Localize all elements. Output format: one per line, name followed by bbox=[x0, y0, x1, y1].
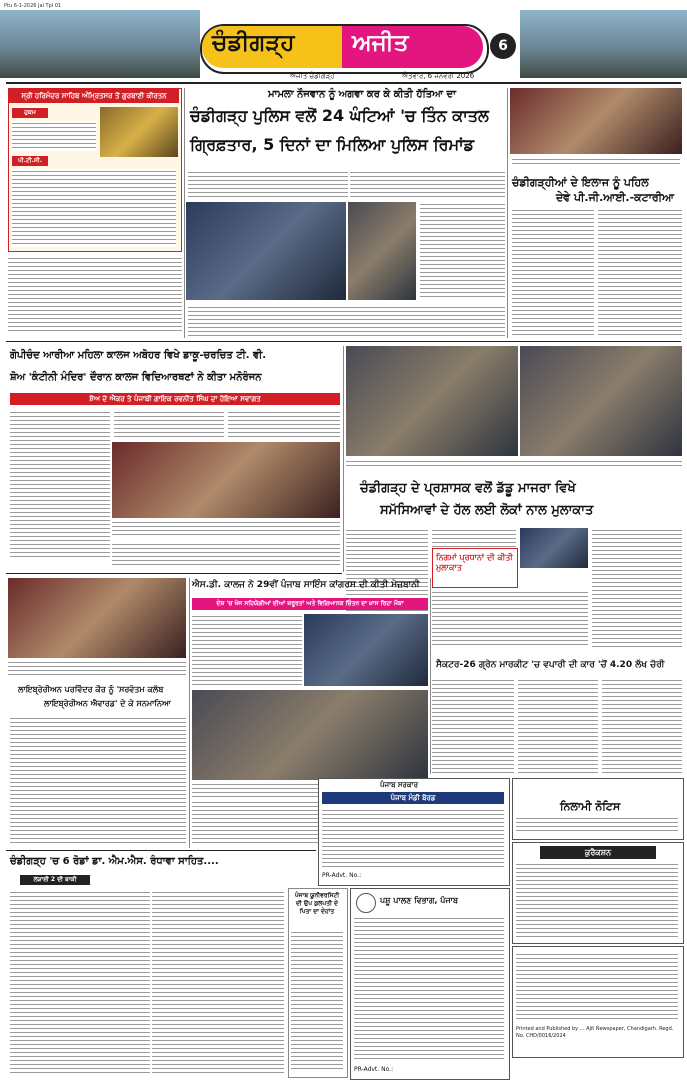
pr-advt-1: PR-Advt. No.: bbox=[322, 872, 362, 879]
library-caption bbox=[8, 660, 186, 678]
section-rule-2 bbox=[6, 573, 342, 574]
sd-college-photo-1 bbox=[304, 614, 428, 686]
col-rule-3 bbox=[343, 346, 344, 572]
kirtan-text-2 bbox=[12, 169, 176, 247]
masthead-photo-right bbox=[520, 10, 687, 78]
col-rule-1 bbox=[184, 88, 185, 338]
accused-photo bbox=[348, 202, 416, 300]
administrator-headline-1: ਚੰਡੀਗੜ੍ਹ ਦੇ ਪ੍ਰਸ਼ਾਸਕ ਵਲੋਂ ਡੱਡੂ ਮਾਜਰਾ ਵਿਖੇ bbox=[360, 481, 576, 496]
page-number: 6 bbox=[490, 33, 516, 59]
sd-college-headline: ਐਸ.ਡੀ. ਕਾਲਜ ਨੇ 29ਵੀਂ ਪੰਜਾਬ ਸਾਇੰਸ ਕਾਂਗਰਸ ਦੀ ਕੀਤੀ ਮੇਜ਼ਬਾਨੀ bbox=[192, 580, 420, 590]
college-text-1 bbox=[10, 410, 110, 560]
sd-college-subhead: ਦੇਸ਼ 'ਚ ਖੋਜ ਸਹਿਯੋਗੀਆਂ ਦੀਆਂ ਜ਼ਰੂਰਤਾਂ ਅਤੇ ਵਿਗਿਆਨਕ ਚਿੰਤਨ ਦਾ ਖ਼ਾਸ ਰਿਹਾ ਮੌਕਾ bbox=[192, 598, 428, 610]
pr-advt-2: PR-Advt. No.: bbox=[354, 1066, 394, 1073]
masthead-title-left: ਚੰਡੀਗੜ੍ਹ bbox=[212, 30, 295, 56]
animal-husbandry-label: ਪਸ਼ੂ ਪਾਲਣ ਵਿਭਾਗ, ਪੰਜਾਬ bbox=[380, 896, 458, 905]
administrator-caption bbox=[346, 459, 682, 469]
sd-college-photo-2 bbox=[192, 690, 428, 780]
college-headline-2: ਸ਼ੋਅ 'ਕੰਟੀਨੀ ਮੰਦਿਰ' ਦੌਰਾਨ ਕਾਲਜ ਵਿਦਿਆਰਥਣਾਂ ਨੇ ਕੀਤਾ ਮਨੋਰੰਜਨ bbox=[10, 372, 262, 383]
bottom-left-headline: ਚੰਡੀਗੜ੍ਹ 'ਚ 6 ਰੋਡਾਂ ਡਾ. ਐਮ.ਐਸ. ਰੰਧਾਵਾ ਸਾਹਿਤ.... bbox=[10, 856, 219, 867]
administrator-inset-photo bbox=[520, 528, 588, 568]
theft-text-1 bbox=[432, 678, 514, 774]
lead-headline-1: ਚੰਡੀਗੜ੍ਹ ਪੁਲਿਸ ਵਲੋਂ 24 ਘੰਟਿਆਂ 'ਚ ਤਿੰਨ ਕਾਤਲ bbox=[190, 106, 489, 125]
police-photo bbox=[186, 202, 346, 300]
administrator-text-2 bbox=[432, 528, 516, 548]
administrator-headline-2: ਸਮੱਸਿਆਵਾਂ ਦੇ ਹੱਲ ਲਈ ਲੋਕਾਂ ਨਾਲ ਮੁਲਾਕਾਤ bbox=[380, 503, 594, 518]
col-rule-5 bbox=[430, 578, 431, 774]
side-headline-2: ਦੇਵੇ ਪੀ.ਜੀ.ਆਈ.-ਕਟਾਰੀਆ bbox=[556, 191, 674, 204]
masthead-title-right: ਅਜੀਤ bbox=[352, 30, 409, 56]
lead-text-bottom bbox=[188, 305, 505, 337]
sd-college-text-1 bbox=[192, 614, 302, 686]
college-headline-1: ਗੋਪੀਚੰਦ ਆਰੀਆ ਮਹਿਲਾ ਕਾਲਜ ਅਬੋਹਰ ਵਿਖੇ ਡਾਕੂ-ਚਰਚਿਤ ਟੀ. ਵੀ. bbox=[10, 350, 267, 361]
theft-text-3 bbox=[602, 678, 682, 774]
side-text-2 bbox=[598, 208, 682, 338]
kirtan-text-1 bbox=[12, 121, 96, 151]
col-rule-2 bbox=[507, 88, 508, 338]
lead-headline-2: ਗ੍ਰਿਫ਼ਤਾਰ, 5 ਦਿਨਾਂ ਦਾ ਮਿਲਿਆ ਪੁਲਿਸ ਰਿਮਾਂਡ bbox=[190, 135, 475, 154]
lead-text-col-2 bbox=[350, 170, 505, 200]
correction-text bbox=[516, 862, 678, 938]
animal-husbandry-text bbox=[354, 916, 504, 1062]
library-text bbox=[10, 716, 186, 846]
masthead-rule bbox=[6, 82, 681, 84]
college-text-3 bbox=[228, 410, 340, 440]
punjab-govt-label: ਪੰਜਾਬ ਸਰਕਾਰ bbox=[380, 781, 419, 789]
bottom-left-text-2 bbox=[152, 890, 284, 1076]
administrator-photo-1 bbox=[346, 346, 518, 456]
college-text-2 bbox=[114, 410, 224, 440]
bottom-left-text-1 bbox=[10, 890, 150, 1076]
pgi-photo bbox=[510, 88, 682, 154]
top-strip: Ptu 6-1-2026 Jal Tpl 01 bbox=[4, 3, 62, 9]
col-rule-4 bbox=[189, 578, 190, 848]
theft-text-2 bbox=[518, 678, 598, 774]
left-story-text bbox=[8, 256, 182, 332]
administrator-text-4 bbox=[432, 590, 588, 648]
animal-husbandry-emblem bbox=[356, 893, 376, 913]
side-text-1 bbox=[512, 208, 594, 338]
mandi-board-label: ਪੰਜਾਬ ਮੰਡੀ ਬੋਰਡ bbox=[322, 792, 504, 804]
lead-text-col-1 bbox=[188, 170, 348, 200]
lead-text-col-3 bbox=[420, 202, 505, 300]
tender-title: ਨਿਲਾਮੀ ਨੋਟਿਸ bbox=[560, 800, 621, 813]
library-photo bbox=[8, 578, 186, 658]
side-headline-1: ਚੰਡੀਗੜ੍ਹੀਆਂ ਦੇ ਇਲਾਜ ਨੂੰ ਪਹਿਲ bbox=[512, 176, 649, 189]
section-rule-3 bbox=[6, 850, 316, 851]
kirtan-label-2: ਪੀ.ਟੀ.ਸੀ. bbox=[12, 156, 48, 166]
college-text-4 bbox=[112, 542, 340, 568]
college-photo-caption bbox=[112, 520, 340, 538]
administrator-text-3 bbox=[592, 528, 682, 648]
tender-text bbox=[516, 816, 678, 834]
imprint-text bbox=[516, 952, 678, 1022]
edition-label: ਅਜੀਤ ਚੰਡੀਗੜ੍ਹ bbox=[290, 72, 335, 80]
administrator-photo-2 bbox=[520, 346, 682, 456]
vc-father-text bbox=[291, 930, 343, 1070]
administrator-inset-title: ਨਿਗਮਾਂ ਪ੍ਰਧਾਨਾਂ ਦੀ ਕੀਤੀ ਮੁਲਾਕਾਤ bbox=[436, 553, 513, 572]
theft-headline: ਸੈਕਟਰ-26 ਗ੍ਰੇਨ ਮਾਰਕੀਟ 'ਚ ਵਪਾਰੀ ਦੀ ਕਾਰ 'ਚੋਂ 4.20 ਲੱਖ ਚੋਰੀ bbox=[436, 660, 665, 670]
library-headline-2: ਲਾਇਬ੍ਰੇਰੀਅਨ ਐਵਾਰਡ' ਦੇ ਕੇ ਸਨਮਾਨਿਆ bbox=[44, 699, 171, 708]
college-photo bbox=[112, 442, 340, 518]
bottom-left-tag: ਲੜਾਈ 2 ਦੀ ਬਾਕੀ bbox=[20, 875, 90, 885]
masthead-photo-left bbox=[0, 10, 200, 78]
correction-title: ਕੁਰੈਕਸ਼ਨ bbox=[540, 846, 656, 859]
imprint-line: Printed and Published by ... Ajit Newspaper, Chandigarh. Regd. No. CHD/0016/2024 bbox=[516, 1026, 674, 1039]
section-rule-1 bbox=[6, 341, 681, 342]
golden-temple-photo bbox=[100, 107, 178, 157]
pgi-caption bbox=[512, 157, 680, 167]
lead-kicker: ਮਾਮਲਾ ਨੌਜਵਾਨ ਨੂੰ ਅਗਵਾ ਕਰ ਕੇ ਕੀਤੀ ਹੱਤਿਆ ਦਾ bbox=[268, 89, 457, 100]
mandi-board-text bbox=[322, 808, 504, 868]
kirtan-label-1: ਹੁਕਮ bbox=[12, 108, 48, 118]
dateline: ਐਤਵਾਰ, 6 ਜਨਵਰੀ 2026 bbox=[402, 72, 475, 80]
kirtan-box-title: ਸ੍ਰੀ ਹਰਿਮੰਦਰ ਸਾਹਿਬ ਅੰਮ੍ਰਿਤਸਰ ਤੋਂ ਗੁਰਬਾਣੀ ਕੀਰਤਨ bbox=[9, 89, 179, 103]
library-headline-1: ਲਾਇਬ੍ਰੇਰੀਅਨ ਪਰਵਿੰਦਰ ਕੌਰ ਨੂੰ 'ਸਰਵੋਤਮ ਕਲੱਬ bbox=[18, 685, 164, 694]
college-subhead: ਸ਼ੋਅ ਦੇ ਐਂਕਰ ਤੇ ਪੰਜਾਬੀ ਗਾਇਕ ਰਵਨੀਤ ਸਿੰਘ ਦਾ ਹੋਇਆ ਸਵਾਗਤ bbox=[10, 393, 340, 405]
vc-father-title: ਪੰਜਾਬ ਯੂਨੀਵਰਸਿਟੀ ਦੀ ਉਪ ਕੁਲਪਤੀ ਦੇ ਪਿਤਾ ਦਾ ਦੇਹਾਂਤ bbox=[294, 892, 340, 915]
